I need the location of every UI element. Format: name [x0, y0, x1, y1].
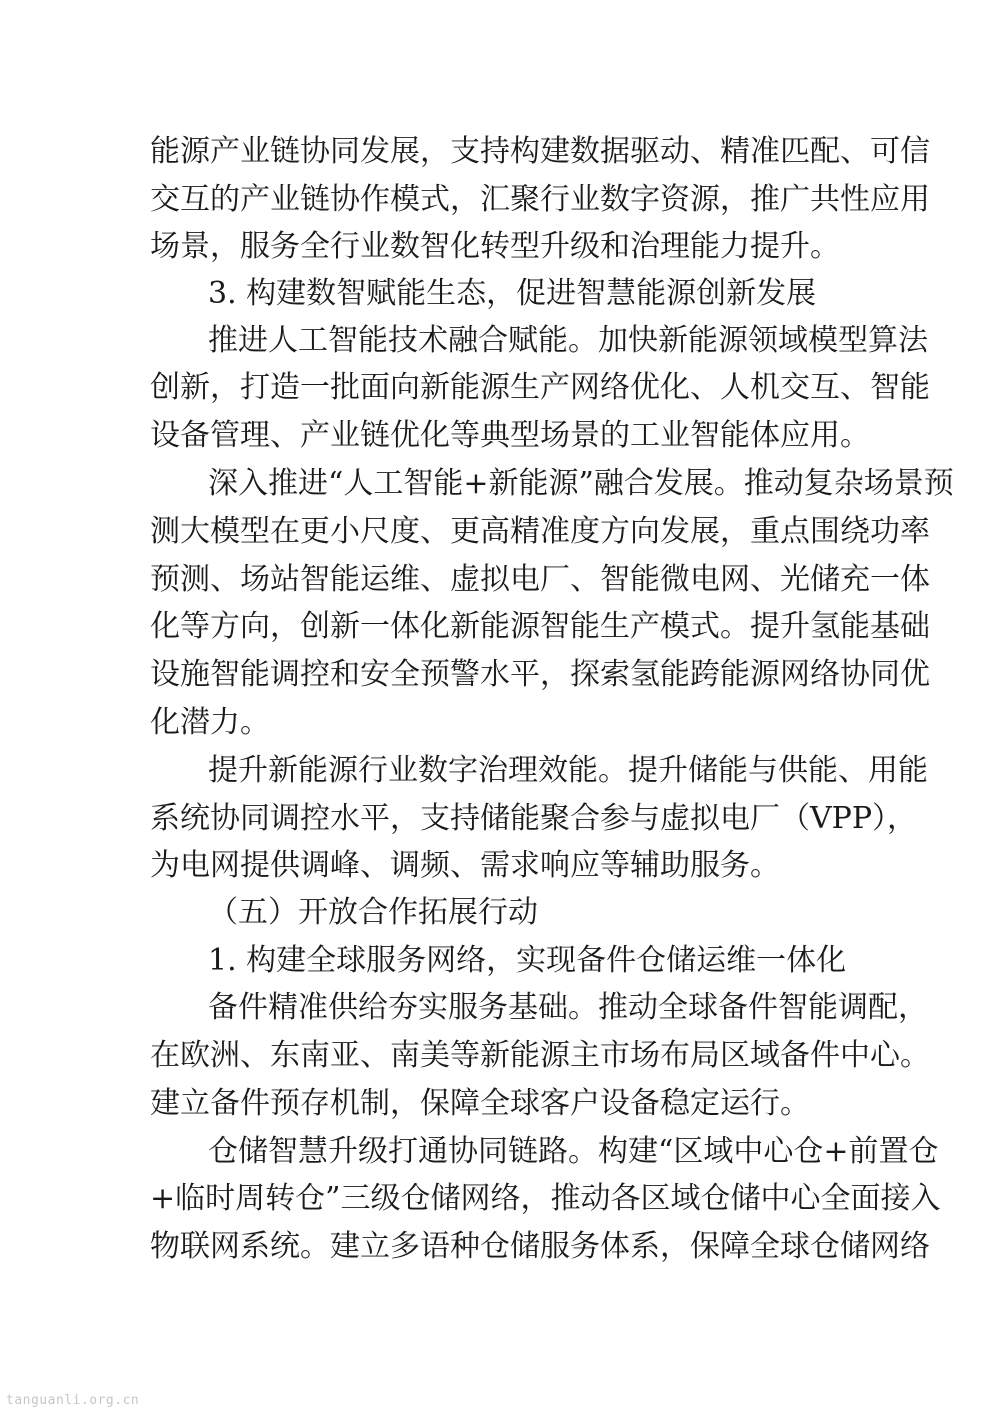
body-text-line: 化等方向，创新一体化新能源智能生产模式。提升氢能基础	[150, 609, 930, 644]
site-watermark: tanguanli.org.cn	[6, 1393, 140, 1408]
paragraph-first-line: 深入推进“人工智能+新能源”融合发展。推动复杂场景预	[208, 466, 954, 501]
paragraph-first-line: 仓储智慧升级打通协同链路。构建“区域中心仓+前置仓	[208, 1134, 939, 1169]
body-text-line: 预测、场站智能运维、虚拟电厂、智能微电网、光储充一体	[150, 562, 930, 597]
paragraph-first-line: 推进人工智能技术融合赋能。加快新能源领域模型算法	[208, 323, 928, 358]
body-text-line: 为电网提供调峰、调频、需求响应等辅助服务。	[150, 848, 780, 883]
paragraph-first-line: 备件精准供给夯实服务基础。推动全球备件智能调配，	[208, 990, 928, 1025]
body-text-line: 在欧洲、东南亚、南美等新能源主市场布局区域备件中心。	[150, 1038, 930, 1073]
subsection-heading: 1. 构建全球服务网络，实现备件仓储运维一体化	[208, 943, 847, 978]
paragraph-first-line: 提升新能源行业数字治理效能。提升储能与供能、用能	[208, 753, 928, 788]
subsection-heading: 3. 构建数智赋能生态，促进智慧能源创新发展	[208, 276, 817, 311]
body-text-line: 建立备件预存机制，保障全球客户设备稳定运行。	[150, 1086, 810, 1121]
body-text-line: 创新，打造一批面向新能源生产网络优化、人机交互、智能	[150, 370, 930, 405]
body-text-line: 场景，服务全行业数智化转型升级和治理能力提升。	[150, 229, 840, 264]
body-text-line: 物联网系统。建立多语种仓储服务体系，保障全球仓储网络	[150, 1229, 930, 1264]
body-text-line: 设备管理、产业链优化等典型场景的工业智能体应用。	[150, 418, 870, 453]
body-text-line: 系统协同调控水平，支持储能聚合参与虚拟电厂（VPP），	[150, 801, 918, 836]
body-text-line: 化潜力。	[150, 705, 270, 740]
body-text-line: 测大模型在更小尺度、更高精准度方向发展，重点围绕功率	[150, 514, 930, 549]
body-text-line: 能源产业链协同发展，支持构建数据驱动、精准匹配、可信	[150, 134, 930, 169]
body-text-line: 交互的产业链协作模式，汇聚行业数字资源，推广共性应用	[150, 182, 930, 217]
section-heading: （五）开放合作拓展行动	[208, 895, 538, 930]
body-text-line: 设施智能调控和安全预警水平，探索氢能跨能源网络协同优	[150, 657, 930, 692]
body-text-line: +临时周转仓”三级仓储网络，推动各区域仓储中心全面接入	[150, 1181, 941, 1216]
